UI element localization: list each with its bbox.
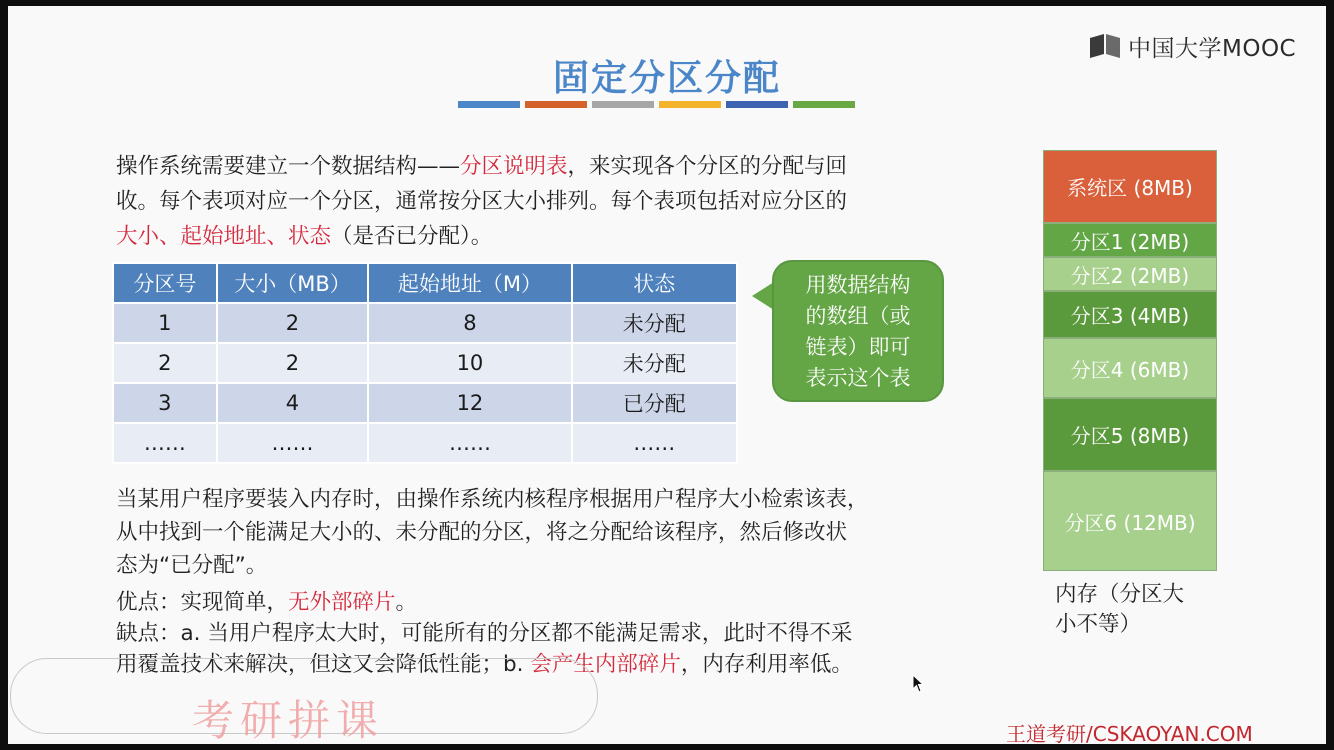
table-cell: 1 [113,303,217,343]
table-cell: 2 [217,303,369,343]
watermark-text: 考研拼课 [192,696,385,745]
title-bar-segment [592,101,654,108]
table-cell: 3 [113,383,217,423]
mouse-cursor-icon [912,674,926,698]
cons-text: 用覆盖技术来解决，但这又会降低性能；b. [116,652,531,677]
slide-title: 固定分区分配 [552,58,781,99]
highlight-internal-fragment: 会产生内部碎片 [530,652,681,677]
table-row [113,383,737,423]
callout-line: 的数组（或 [805,304,911,328]
memory-caption [1055,580,1235,640]
logo-text: 中国大学MOOC [1128,35,1297,62]
memory-block: 分区4 (6MB) [1043,338,1217,398]
title-bar-segment [726,101,788,108]
load-line-3: 态为“已分配”。 [116,553,268,578]
load-line-1: 当某用户程序要装入内存时，由操作系统内核程序根据用户程序大小检索该表， [116,487,869,512]
highlight-fields: 大小、起始地址、状态 [116,224,332,249]
load-paragraph [116,483,986,582]
memory-block: 分区2 (2MB) [1043,257,1217,291]
callout-bubble [772,260,944,402]
callout-tail [752,282,774,310]
callout-line: 链表）即可 [805,335,911,359]
header-size: 大小（MB） [217,263,369,303]
table-cell: 未分配 [572,303,737,343]
memory-caption-line: 内存（分区大 [1055,582,1185,607]
intro-line-2: 收。每个表项对应一个分区，通常按分区大小排列。每个表项包括对应分区的 [116,189,848,214]
table-cell: 2 [113,343,217,383]
table-cell: 已分配 [572,383,737,423]
header-status: 状态 [572,263,737,303]
pros-text: 优点：实现简单， [116,590,289,615]
title-bar-segment [793,101,855,108]
memory-diagram [1043,150,1217,571]
intro-line-3 [116,219,986,254]
table-cell: 2 [217,343,369,383]
pros-line [116,587,986,618]
table-cell: …… [217,423,369,463]
pros-text: 。 [395,590,418,615]
top-border [0,0,1334,6]
intro-line-1 [116,149,986,184]
load-line-2: 从中找到一个能满足大小的、未分配的分区，将之分配给该程序，然后修改状 [116,520,848,545]
memory-block: 分区5 (8MB) [1043,398,1217,471]
table-cell: …… [113,423,217,463]
highlight-no-external-fragment: 无外部碎片 [288,590,396,615]
header-start-address: 起始地址（M） [368,263,571,303]
table-row [113,343,737,383]
callout-line: 表示这个表 [805,366,911,390]
intro-text: 操作系统需要建立一个数据结构—— [116,154,461,179]
title-bar-segment [525,101,587,108]
partition-table [112,262,738,464]
title-bar-segment [659,101,721,108]
table-cell: 未分配 [572,343,737,383]
memory-block: 分区6 (12MB) [1043,471,1217,571]
table-cell: …… [572,423,737,463]
table-row [113,423,737,463]
intro-text: ，来实现各个分区的分配与回 [567,154,848,179]
table-cell: 10 [368,343,571,383]
table-row [113,303,737,343]
memory-block: 系统区 (8MB) [1043,150,1217,223]
intro-text: （是否已分配）。 [331,224,493,249]
cons-line-1: 缺点：a. 当用户程序太大时，可能所有的分区都不能满足需求，此时不得不采 [116,621,853,646]
table-cell: 4 [217,383,369,423]
header-partition-no: 分区号 [113,263,217,303]
memory-block: 分区1 (2MB) [1043,223,1217,257]
table-cell: 8 [368,303,571,343]
title-bar-segment [458,101,520,108]
table-cell: …… [368,423,571,463]
highlight-partition-table: 分区说明表 [460,154,568,179]
memory-caption-line: 小不等） [1055,612,1142,637]
title-color-bar [458,101,855,108]
table-header-row [113,263,737,303]
footer-source: 王道考研/CSKAOYAN.COM [1006,722,1253,746]
callout-line: 用数据结构 [805,273,911,297]
table-cell: 12 [368,383,571,423]
intro-paragraph [116,149,986,254]
cons-text: ，内存利用率低。 [680,652,853,677]
memory-block: 分区3 (4MB) [1043,291,1217,338]
